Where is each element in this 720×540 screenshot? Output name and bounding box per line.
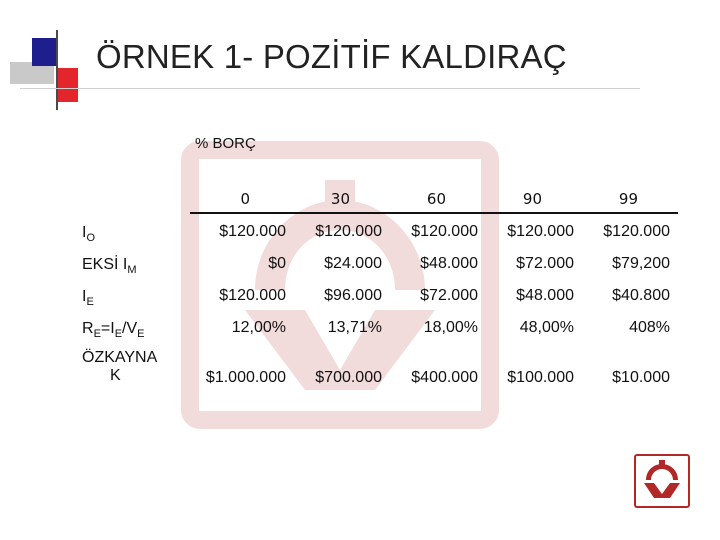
table-cell: $48.000 — [516, 287, 574, 304]
column-header: 90 — [522, 190, 542, 208]
row-label-return-on-equity: $R_E=I_E/V_E$ — [82, 320, 145, 340]
table-cell: $400.000 — [411, 369, 478, 386]
table-cell: 13,71% — [327, 319, 382, 336]
row-label-equity-income: $I_E$ — [82, 288, 94, 308]
table-cell: 408% — [629, 319, 670, 336]
row-label-interest: EKSİ $I_M$ — [82, 256, 137, 276]
table-cell: $120.000 — [219, 223, 286, 240]
row-label-equity: ÖZKAYNA K — [82, 349, 158, 384]
table-cell: $100.000 — [507, 369, 574, 386]
table-cell: $40.800 — [612, 287, 670, 304]
table-cell: 18,00% — [423, 319, 478, 336]
title-underline — [20, 88, 640, 89]
table-cell: $72.000 — [516, 255, 574, 272]
table-cell: 48,00% — [519, 319, 574, 336]
table-cell: 12,00% — [231, 319, 286, 336]
table-cell: $10.000 — [612, 369, 670, 386]
column-header: 0 — [240, 190, 250, 208]
university-logo-icon — [634, 454, 690, 508]
table-cell: $700.000 — [315, 369, 382, 386]
column-header: 60 — [426, 190, 446, 208]
table-cell: $48.000 — [420, 255, 478, 272]
slide-title: ÖRNEK 1- POZİTİF KALDIRAÇ — [96, 38, 567, 75]
decor-red-square — [56, 68, 78, 102]
table-cell: $96.000 — [324, 287, 382, 304]
column-header: 99 — [618, 190, 638, 208]
header-rule — [190, 212, 678, 214]
column-header: 30 — [330, 190, 350, 208]
table-cell: $24.000 — [324, 255, 382, 272]
table-cell: $0 — [268, 255, 286, 272]
debt-percent-label: % BORÇ — [195, 135, 256, 152]
decor-vertical-line — [56, 30, 58, 110]
table-cell: $1.000.000 — [205, 369, 286, 386]
row-label-operating-income: $I_O$ — [82, 224, 96, 244]
table-cell: $79,200 — [612, 255, 670, 272]
table-cell: $120.000 — [603, 223, 670, 240]
table-cell: $72.000 — [420, 287, 478, 304]
logo-emblem-icon — [636, 456, 688, 506]
table-cell: $120.000 — [411, 223, 478, 240]
table-cell: $120.000 — [315, 223, 382, 240]
table-cell: $120.000 — [219, 287, 286, 304]
table-cell: $120.000 — [507, 223, 574, 240]
decor-navy-square — [32, 38, 56, 66]
